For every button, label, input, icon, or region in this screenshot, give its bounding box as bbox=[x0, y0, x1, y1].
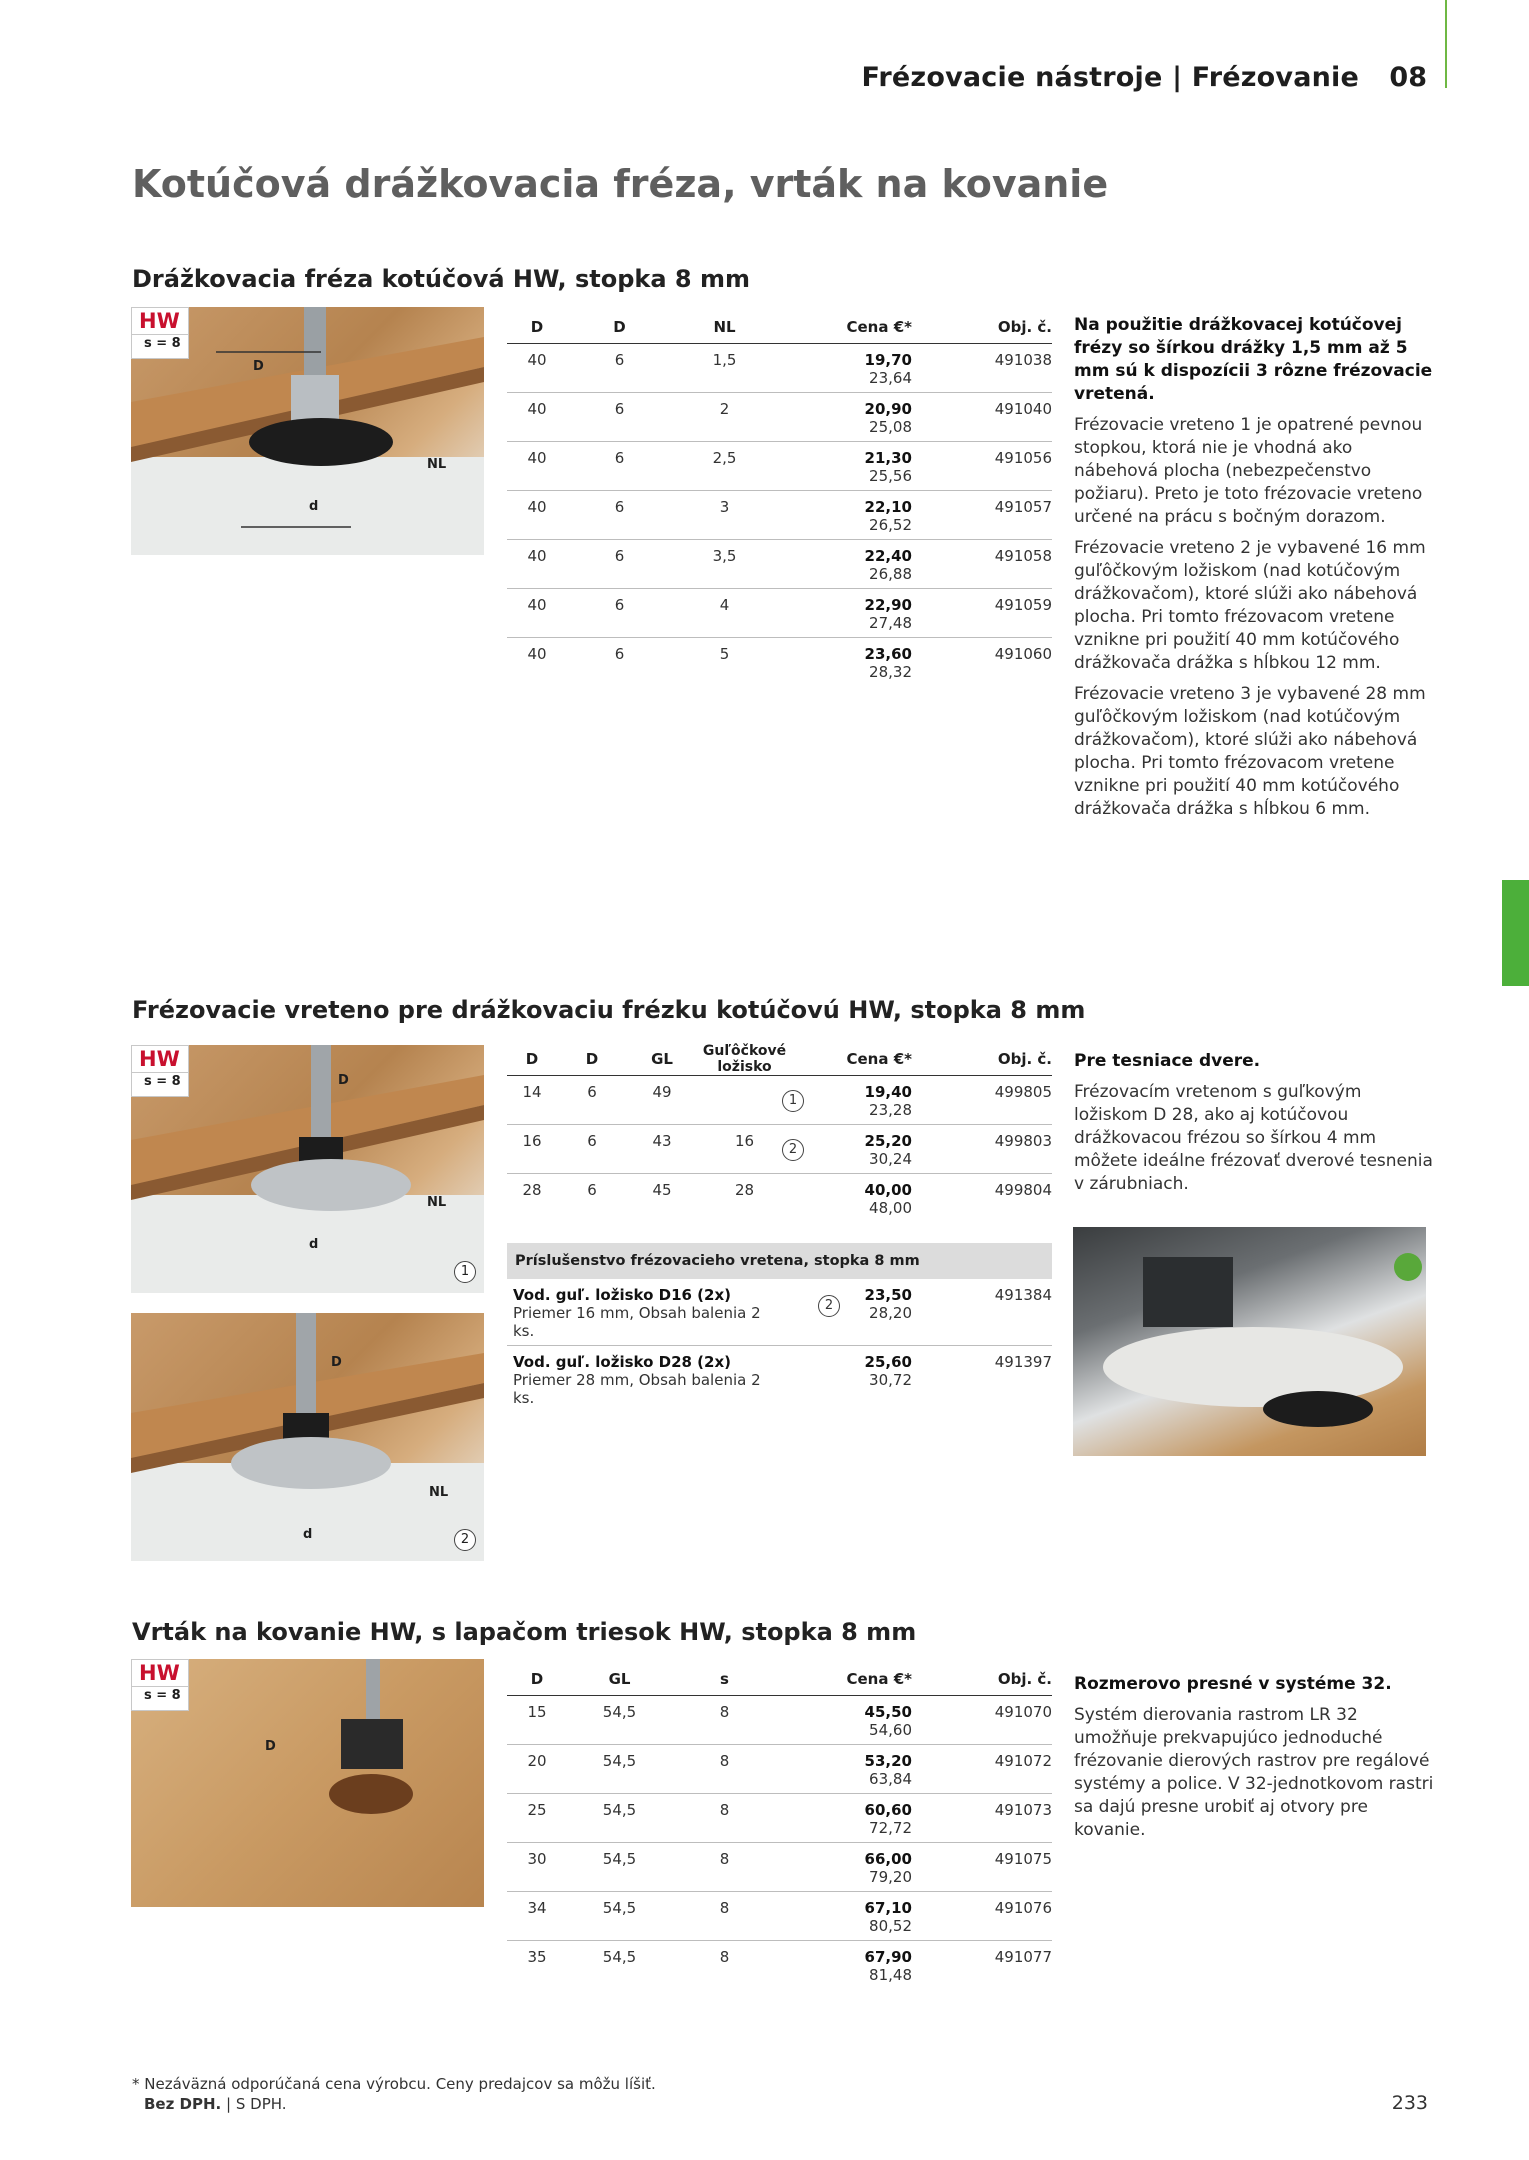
accessory-table bbox=[507, 1279, 1052, 1412]
col-header: D bbox=[507, 311, 567, 344]
accessory-row[interactable]: Vod. guľ. ložisko D16 (2x) Priemer 16 mm, Obsah balenia 2 ks. 2 23,50 28,20 491384 bbox=[507, 1279, 1052, 1346]
table-row[interactable]: 34 54,5 8 67,10 80,52 491076 bbox=[507, 1892, 1052, 1941]
page-number: 233 bbox=[1391, 2092, 1428, 2114]
col-header: D bbox=[557, 1043, 627, 1076]
hw-badge: HW s = 8 bbox=[131, 1659, 189, 1711]
col-header: NL bbox=[672, 311, 777, 344]
accessory-header: Príslušenstvo frézovacieho vretena, stopka 8 mm bbox=[507, 1243, 1052, 1279]
col-header: Obj. č. bbox=[912, 311, 1052, 344]
table-row[interactable]: 40 6 2 20,90 25,08 491040 bbox=[507, 393, 1052, 442]
hw-badge: HW s = 8 bbox=[131, 307, 189, 359]
col-header: Obj. č. bbox=[912, 1663, 1052, 1696]
dimension-label-d-upper: D bbox=[338, 1073, 349, 1088]
router-application-photo bbox=[1073, 1227, 1426, 1456]
col-header: Guľôčkové ložisko bbox=[697, 1043, 792, 1076]
section3-notes bbox=[1074, 1673, 1434, 1850]
page-title: Kotúčová drážkovacia fréza, vrták na kovanie bbox=[132, 162, 1109, 206]
table-row[interactable]: 40 6 3 22,10 26,52 491057 bbox=[507, 491, 1052, 540]
note-paragraph: Systém dierovania rastrom LR 32 umožňuje prekvapujúco jednoduché frézovanie dierových rastrov pre regálové systémy a police. V 32-jednotkovom rastri sa dajú presne urobiť aj otvory pre kovanie. bbox=[1074, 1705, 1434, 1840]
table-row[interactable]: 28 6 45 28 40,00 48,00 499804 bbox=[522, 1181, 1052, 1217]
table-row[interactable]: 25 54,5 8 60,60 72,72 491073 bbox=[507, 1794, 1052, 1843]
arbor-image-2 bbox=[131, 1313, 484, 1561]
variant-marker: 2 bbox=[454, 1529, 476, 1551]
table-row[interactable]: 14 6 49 1 19,40 23,28 499805 bbox=[507, 1076, 1052, 1125]
section1-notes bbox=[1074, 314, 1434, 829]
dimension-label-nl: NL bbox=[427, 457, 447, 472]
arbor-table bbox=[507, 1043, 1052, 1222]
accessory-row[interactable]: Vod. guľ. ložisko D28 (2x) Priemer 28 mm, Obsah balenia 2 ks. 25,60 30,72 491397 bbox=[513, 1353, 1052, 1407]
dimension-label-d-lower: d bbox=[309, 1237, 319, 1252]
table-row[interactable]: 40 6 2,5 21,30 25,56 491056 bbox=[507, 442, 1052, 491]
note-paragraph: Frézovacie vreteno 3 je vybavené 28 mm guľôčkovým ložiskom (nad kotúčovým drážkovačom), ktoré slúži ako nábehová plocha. Pri tomto frézovacom vretene vznikne pri použití 40 mm kotúčového drážkovača drážka s hĺbkou 6 mm. bbox=[1074, 684, 1426, 819]
dimension-label-nl: NL bbox=[429, 1485, 449, 1500]
hinge-drill-image bbox=[131, 1659, 484, 1907]
note-heading: Na použitie drážkovacej kotúčovej frézy so šírkou drážky 1,5 mm až 5 mm sú k dispozícii 3 rôzne frézovacie vretená. bbox=[1074, 315, 1433, 404]
note-paragraph: Frézovacie vreteno 2 je vybavené 16 mm guľôčkovým ložiskom (nad kotúčovým drážkovačom), ktoré slúži ako nábehová plocha. Pri tomto frézovacom vretene vznikne pri použití 40 mm kotúčového drážkovača drážka s hĺbkou 12 mm. bbox=[1074, 538, 1426, 673]
vat-label-bold: Bez DPH. bbox=[144, 2095, 222, 2113]
table-row[interactable]: 30 54,5 8 66,00 79,20 491075 bbox=[507, 1843, 1052, 1892]
col-header: D bbox=[567, 311, 672, 344]
variant-marker: 1 bbox=[454, 1261, 476, 1283]
table-row[interactable]: 35 54,5 8 67,90 81,48 491077 bbox=[527, 1948, 1052, 1984]
hinge-drill-table bbox=[507, 1663, 1052, 1989]
header-title: Frézovacie nástroje | Frézovanie bbox=[861, 62, 1359, 93]
header-divider bbox=[1445, 0, 1447, 88]
col-header: D bbox=[507, 1663, 567, 1696]
table-row[interactable]: 40 6 4 22,90 27,48 491059 bbox=[507, 589, 1052, 638]
table-row[interactable]: 20 54,5 8 53,20 63,84 491072 bbox=[507, 1745, 1052, 1794]
col-header: Cena €* bbox=[777, 1663, 912, 1696]
table-row[interactable]: 16 6 43 16 2 25,20 30,24 499803 bbox=[507, 1125, 1052, 1174]
table-row[interactable]: 40 6 1,5 19,70 23,64 491038 bbox=[507, 344, 1052, 393]
table-row[interactable]: 15 54,5 8 45,50 54,60 491070 bbox=[507, 1696, 1052, 1745]
col-header: Cena €* bbox=[777, 311, 912, 344]
table-row[interactable]: 40 6 3,5 22,40 26,88 491058 bbox=[507, 540, 1052, 589]
arbor-image-1 bbox=[131, 1045, 484, 1293]
section1-title: Drážkovacia fréza kotúčová HW, stopka 8 mm bbox=[132, 265, 750, 293]
note-paragraph: Frézovacím vretenom s guľkovým ložiskom D 28, ako aj kotúčovou drážkovacou frézou so šírkou 4 mm môžete ideálne frézovať dverové tesnenia v zárubniach. bbox=[1074, 1082, 1433, 1194]
section3-title: Vrták na kovanie HW, s lapačom triesok HW, stopka 8 mm bbox=[132, 1618, 917, 1646]
dimension-label-nl: NL bbox=[427, 1195, 447, 1210]
dimension-label-d-upper: D bbox=[331, 1355, 342, 1370]
col-header: GL bbox=[567, 1663, 672, 1696]
footnote-text: * Nezáväzná odporúčaná cena výrobcu. Ceny predajcov sa môžu líšiť. bbox=[132, 2075, 656, 2093]
chapter-tab[interactable] bbox=[1502, 880, 1529, 986]
chapter-number: 08 bbox=[1389, 62, 1427, 93]
hw-badge: HW s = 8 bbox=[131, 1045, 189, 1097]
section2-title: Frézovacie vreteno pre drážkovaciu frézku kotúčovú HW, stopka 8 mm bbox=[132, 996, 1086, 1024]
dimension-label-d-upper: D bbox=[253, 359, 264, 374]
variant-marker: 2 bbox=[782, 1139, 804, 1161]
col-header: D bbox=[507, 1043, 557, 1076]
price-footnote bbox=[132, 2074, 656, 2114]
dimension-label-d-upper: D bbox=[265, 1739, 276, 1754]
note-heading: Rozmerovo presné v systéme 32. bbox=[1074, 1674, 1392, 1694]
note-heading: Pre tesniace dvere. bbox=[1074, 1051, 1261, 1071]
section2-notes bbox=[1074, 1050, 1434, 1204]
vat-label-rest: | S DPH. bbox=[221, 2095, 287, 2113]
table-row[interactable]: 40 6 5 23,60 28,32 491060 bbox=[527, 645, 1052, 681]
variant-marker: 2 bbox=[818, 1295, 840, 1317]
col-header: Cena €* bbox=[792, 1043, 912, 1076]
slot-cutter-image bbox=[131, 307, 484, 555]
col-header: GL bbox=[627, 1043, 697, 1076]
dimension-label-d-lower: d bbox=[309, 499, 319, 514]
col-header: Obj. č. bbox=[912, 1043, 1052, 1076]
note-paragraph: Frézovacie vreteno 1 je opatrené pevnou stopkou, ktorá nie je vhodná ako nábehová plocha (nebezpečenstvo požiaru). Preto je toto frézovacie vreteno určené na prácu s bočným dorazom. bbox=[1074, 415, 1423, 527]
slot-cutter-table bbox=[507, 311, 1052, 686]
variant-marker: 1 bbox=[782, 1090, 804, 1112]
col-header: s bbox=[672, 1663, 777, 1696]
dimension-label-d-lower: d bbox=[303, 1527, 313, 1542]
